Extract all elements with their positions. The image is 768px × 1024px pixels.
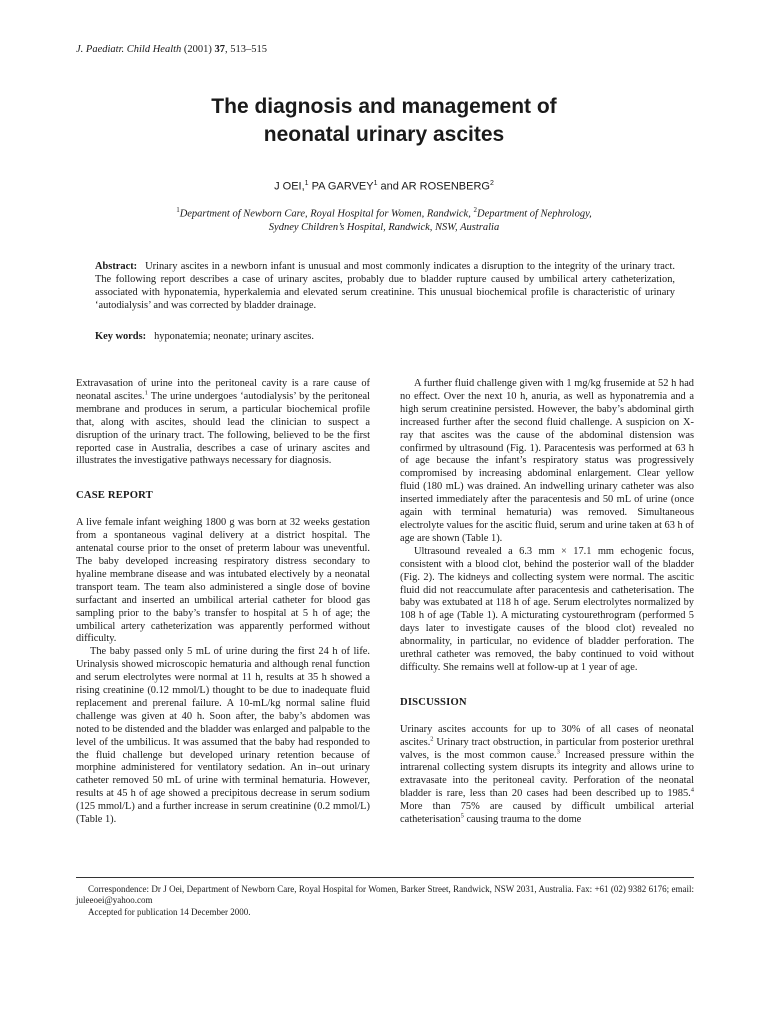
title-line-1: The diagnosis and management of	[211, 95, 557, 118]
author-oei: J OEI,	[274, 180, 305, 193]
keywords-label: Key words:	[95, 331, 147, 342]
discussion-text-3: Increased pressure within the intrarenal collecting system disrupts its integrity and allows urine to extravasate into the peritoneal cavity. Perforation of the neonatal bladder is rare, less than 20 cases had been described up to 1985.	[400, 749, 694, 800]
keywords-text: hyponatemia; neonate; urinary ascites.	[154, 331, 314, 342]
affiliation-1: Department of Newborn Care, Royal Hospital for Women, Randwick,	[179, 208, 474, 220]
author-rosenberg-affil: 2	[489, 180, 494, 187]
affiliation-1-marker: 1	[176, 206, 180, 214]
author-oei-affil: 1	[304, 180, 309, 187]
discussion-heading: DISCUSSION	[400, 696, 467, 708]
affiliations	[84, 204, 684, 234]
case-paragraph-1: A live female infant weighing 1800 g was born at 32 weeks gestation from a spontaneous vaginal delivery at a district hospital. The antenatal course prior to the onset of preterm labour was uneventful. The baby developed increasing respiratory distress secondary to hyaline membrane disease and was intubated electively by a neonatal transport team. The team also administered a single dose of bovine surfactant and inserted an umbilical arterial catheter for blood gas sampling prior to the baby’s transfer to hospital at 5 h of age; the umbilical artery catheterization was apparently performed without difficulty.	[76, 517, 370, 645]
abstract-text: Urinary ascites in a newborn infant is unusual and most commonly indicates a disruption to the integrity of the urinary tract. The following report describes a case of urinary ascites, probably due to bladder rupture caused by umbilical artery catheterization, associated with hyponatemia, hyperkalemia and elevated serum creatinine. This unusual biochemical profile is characteristic of urinary ‘autodialysis’ and was corrected by bladder drainage.	[95, 261, 675, 311]
case-paragraph-3: A further fluid challenge given with 1 mg/kg frusemide at 52 h had no effect. Over the next 10 h, anuria, as well as hyponatremia and a high serum creatinine persisted. However, the baby’s abdominal girth increased further after the second fluid challenge. A suspicion on X-ray that ascites was the cause of the abdominal distension was confirmed by ultrasound (Fig. 1). Paracentesis was performed at 63 h of age because the infant’s respiratory status was progressively compromised by increasing abdominal enlargement. Clear yellow fluid (180 mL) was drained. An indwelling urinary catheter was also inserted immediately after the paracentesis and 50 mL of urine (once again with terminal hematuria) was removed. Simultaneous electrolyte values for the ascitic fluid, serum and urine taken at 63 h of age are shown (Table 1).	[400, 378, 694, 544]
case-report-heading: CASE REPORT	[76, 490, 153, 502]
intro-text-1: Extravasation of urine into the peritoneal cavity is a rare cause of neonatal ascites.	[76, 378, 370, 402]
journal-year: (2001)	[183, 44, 212, 55]
reference-5: 5	[460, 812, 464, 820]
reference-4: 4	[690, 786, 694, 794]
reference-1: 1	[144, 389, 148, 397]
case-paragraph-2: The baby passed only 5 mL of urine during the first 24 h of life. Urinalysis showed microscopic hematuria and although renal function and serum electrolytes were normal at 11 h, results at 35 h showed a rising creatinine (0.12 mmol/L) thought to be due to inadequate fluid replacement and prerenal failure. A 10-mL/kg normal saline fluid challenge was given at 40 h. Soon after, the baby’s abdomen was noted to be distended and the bladder was enlarged and palpable to the level of the umbilicus. It was assumed that the baby had responded to the fluid challenge but developed urinary retention because of morphine administered for ventilatory sedation. An in–out urinary catheter removed 50 mL of urine with terminal hematuria. However, results at 45 h of age showed a precipitous decrease in serum sodium (125 mmol/L) and a further increase in serum creatinine (0.2 mmol/L) (Table 1).	[76, 646, 370, 826]
footnote	[76, 884, 694, 918]
author-list	[84, 180, 684, 193]
journal-name: J. Paediatr. Child Health	[76, 44, 182, 55]
footnote-divider	[76, 877, 694, 878]
discussion-text-4: More than 75% are caused by difficult umbilical arterial catheterisation	[400, 801, 694, 826]
discussion-text-5: causing trauma to the dome	[463, 814, 582, 826]
correspondence-note: Correspondence: Dr J Oei, Department of Newborn Care, Royal Hospital for Women, Barker Street, Randwick, NSW 2031, Australia. Fax: +61 (02) 9382 6176; email: juleeoei@yahoo.com	[76, 884, 694, 906]
journal-citation	[76, 44, 267, 55]
author-garvey: PA GARVEY	[308, 180, 374, 193]
intro-text-2: The urine undergoes ‘autodialysis’ by the peritoneal membrane and produces in serum, a particular biochemical profile that, along with ascites, should lead the clinician to suspect a disruption of the urinary tract. The following, believed to be the first reported case in Australia, describes a case of urinary ascites and illustrates the investigative pathways necessary for diagnosis.	[76, 390, 370, 467]
acceptance-note: Accepted for publication 14 December 2000.	[88, 906, 251, 917]
affiliation-2: Department of Nephrology,	[476, 208, 592, 220]
reference-3: 3	[556, 748, 560, 756]
discussion-paragraph	[400, 724, 694, 827]
affiliation-line-2: Sydney Children’s Hospital, Randwick, NSW, Australia	[268, 221, 500, 233]
title-line-2: neonatal urinary ascites	[263, 123, 505, 146]
intro-paragraph	[76, 378, 370, 468]
affiliation-line-1	[84, 204, 684, 221]
case-paragraph-4: Ultrasound revealed a 6.3 mm × 17.1 mm echogenic focus, consistent with a blood clot, behind the posterior wall of the bladder (Fig. 2). The kidneys and collecting system were normal. The ascitic fluid did not reaccumulate after paracentesis and catheterisation. The baby was extubated at 118 h of age. Serum electrolytes normalized by 108 h of age (Table 1). A micturating cystourethrogram (performed 5 days later to investigate causes of the blood clot) revealed no abnormality, in particular, no evidence of bladder perforation. The urethral catheter was removed, the baby continued to void without difficulty. She remains well at follow-up at 1 year of age.	[400, 545, 694, 673]
right-column	[400, 378, 694, 827]
discussion-text-1: Urinary ascites accounts for up to 30% of all cases of neonatal ascites.	[400, 723, 694, 748]
journal-volume: 37	[214, 44, 226, 55]
affiliation-2-marker: 2	[473, 206, 477, 214]
article-title	[84, 93, 684, 149]
author-rosenberg: and AR ROSENBERG	[377, 180, 490, 193]
keywords	[95, 330, 675, 343]
reference-2: 2	[430, 735, 434, 743]
journal-pages: , 513–515	[225, 44, 268, 55]
abstract-label: Abstract:	[95, 261, 138, 272]
left-column	[76, 378, 370, 827]
discussion-text-2: Urinary tract obstruction, in particular from posterior urethral valves, is the most common cause.	[400, 736, 694, 761]
abstract	[95, 261, 675, 313]
author-garvey-affil: 1	[373, 180, 378, 187]
